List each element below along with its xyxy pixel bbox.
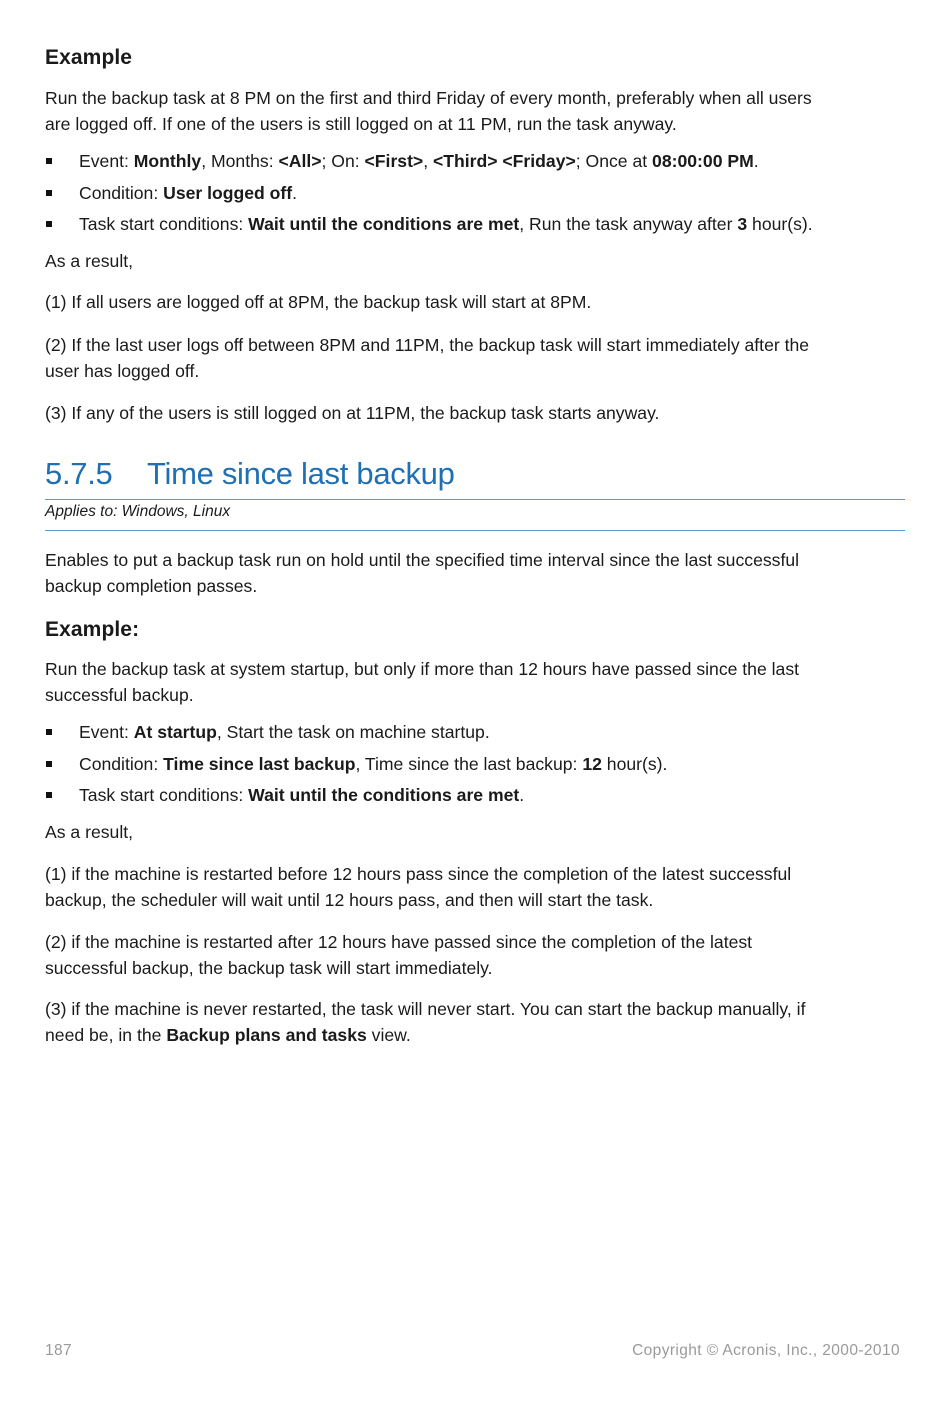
bullet-condition: Condition: User logged off. (45, 181, 895, 206)
bullet-square-icon (46, 158, 52, 164)
result-item: (2) if the machine is restarted after 12 hours have passed since the completion of the latest successful backup, the backup task will start immediately. (45, 932, 753, 978)
bullet-square-icon (46, 729, 52, 735)
bullet-event: Event: Monthly, Months: <All>; On: <First>, <Third> <Friday>; Once at 08:00:00 PM. (45, 149, 895, 174)
bullet-condition: Condition: Time since last backup, Time since the last backup: 12 hour(s). (45, 752, 895, 777)
bullet-square-icon (46, 761, 52, 767)
section-heading (45, 456, 455, 492)
section-title: Time since last backup (147, 456, 455, 491)
bullet-square-icon (46, 190, 52, 196)
divider (45, 530, 905, 531)
section-description: Enables to put a backup task run on hold until the specified time interval since the last successful backup completion passes. (45, 550, 800, 596)
bullet-task-start-conditions: Task start conditions: Wait until the conditions are met. (45, 783, 895, 808)
page-number: 187 (45, 1342, 73, 1359)
result-item: (1) if the machine is restarted before 12 hours pass since the completion of the latest successful backup, the scheduler will wait until 12 hours pass, and then will start the task. (45, 864, 792, 910)
example-heading: Example (45, 46, 133, 69)
copyright: Copyright © Acronis, Inc., 2000-2010 (632, 1342, 900, 1359)
as-a-result: As a result, (45, 251, 134, 271)
example-heading: Example: (45, 618, 140, 641)
bullet-event: Event: At startup, Start the task on machine startup. (45, 720, 895, 745)
applies-to: Applies to: Windows, Linux (45, 503, 231, 520)
bullet-square-icon (46, 221, 52, 227)
example-intro: Run the backup task at system startup, but only if more than 12 hours have passed since the last successful backup. (45, 659, 800, 705)
example-intro: Run the backup task at 8 PM on the first and third Friday of every month, preferably when all users are logged off. If one of the users is still logged on at 11 PM, run the task anyway. (45, 88, 812, 134)
divider (45, 499, 905, 500)
result-item: (1) If all users are logged off at 8PM, the backup task will start at 8PM. (45, 292, 592, 312)
bullet-square-icon (46, 792, 52, 798)
as-a-result: As a result, (45, 822, 134, 842)
result-item: (3) if the machine is never restarted, the task will never start. You can start the backup manually, if need be, in the Backup plans and tasks view. (45, 999, 806, 1045)
result-item: (3) If any of the users is still logged on at 11PM, the backup task starts anyway. (45, 403, 660, 423)
view-name: Backup plans and tasks (166, 1024, 367, 1045)
section-number: 5.7.5 (45, 456, 113, 491)
bullet-task-start-conditions: Task start conditions: Wait until the conditions are met, Run the task anyway after 3 hour(s). (45, 212, 895, 237)
result-item: (2) If the last user logs off between 8PM and 11PM, the backup task will start immediately after the user has logged off. (45, 335, 810, 381)
